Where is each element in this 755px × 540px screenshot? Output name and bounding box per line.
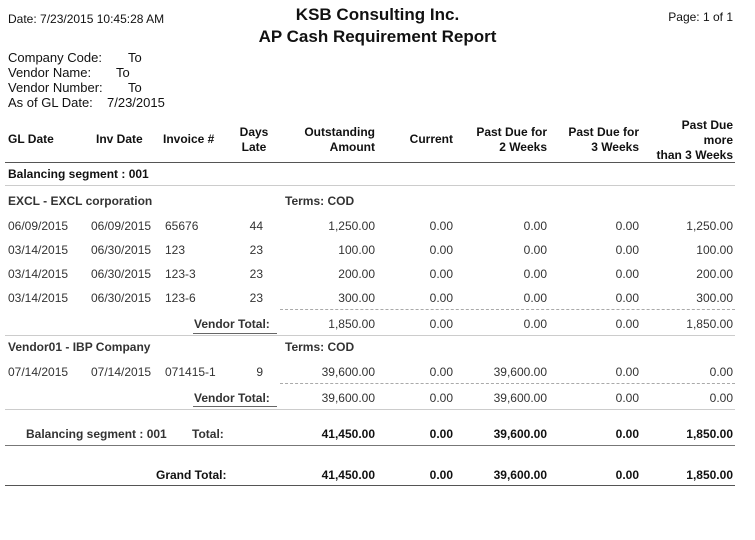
cell-more: 0.00 xyxy=(709,365,733,379)
grand-total-label: Grand Total: xyxy=(156,468,227,482)
vendor-total-outstanding: 39,600.00 xyxy=(321,391,375,405)
vendor-total-current: 0.00 xyxy=(429,391,453,405)
col-past-due-3w-line2: 3 Weeks xyxy=(591,140,639,154)
param-vendor-number-to: To xyxy=(128,80,142,95)
cell-past2: 0.00 xyxy=(523,267,547,281)
col-outstanding-line1: Outstanding xyxy=(304,125,375,139)
cell-invoice: 123 xyxy=(165,243,186,257)
col-days-late xyxy=(234,125,274,155)
param-as-of-label: As of GL Date: xyxy=(8,95,93,110)
col-past-due-3w-line1: Past Due for xyxy=(568,125,639,139)
grand-total-outstanding: 41,450.00 xyxy=(321,468,375,482)
vendor-total-past3: 0.00 xyxy=(615,391,639,405)
col-current: Current xyxy=(409,132,453,146)
vendor-name: Vendor01 - IBP Company xyxy=(8,340,151,354)
cell-outstanding: 200.00 xyxy=(338,267,375,281)
segment-total-past2: 39,600.00 xyxy=(493,427,547,441)
cell-outstanding: 100.00 xyxy=(338,243,375,257)
cell-invoice: 071415-1 xyxy=(165,365,216,379)
cell-days: 44 xyxy=(249,219,263,233)
cell-days: 23 xyxy=(249,267,263,281)
param-company-code-to: To xyxy=(128,50,142,65)
cell-inv-date: 06/30/2015 xyxy=(91,243,152,257)
cell-past2: 39,600.00 xyxy=(493,365,547,379)
vendor-total-past2: 39,600.00 xyxy=(493,391,547,405)
col-outstanding-line2: Amount xyxy=(329,140,375,154)
col-gl-date: GL Date xyxy=(8,132,54,146)
param-company-code-label: Company Code: xyxy=(8,50,102,65)
cell-gl-date: 03/14/2015 xyxy=(8,291,69,305)
cell-past3: 0.00 xyxy=(615,243,639,257)
vendor-terms: Terms: COD xyxy=(285,194,355,208)
cell-gl-date: 07/14/2015 xyxy=(8,365,69,379)
vendor-total-current: 0.00 xyxy=(429,317,453,331)
grand-total-past3: 0.00 xyxy=(615,468,639,482)
cell-past3: 0.00 xyxy=(615,267,639,281)
cell-inv-date: 06/30/2015 xyxy=(91,291,152,305)
report-date: Date: 7/23/2015 10:45:28 AM xyxy=(8,12,165,26)
page-indicator: Page: 1 of 1 xyxy=(668,10,733,24)
cell-inv-date: 06/09/2015 xyxy=(91,219,152,233)
col-past-due-2w-line2: 2 Weeks xyxy=(499,140,547,154)
grand-total-past2: 39,600.00 xyxy=(493,468,547,482)
cell-past2: 0.00 xyxy=(523,243,547,257)
cell-past3: 0.00 xyxy=(615,219,639,233)
cell-outstanding: 1,250.00 xyxy=(328,219,375,233)
cell-more: 1,250.00 xyxy=(686,219,733,233)
segment-total-word: Total: xyxy=(192,427,224,441)
cell-invoice: 123-3 xyxy=(165,267,196,281)
segment-divider xyxy=(5,185,735,186)
col-inv-date: Inv Date xyxy=(96,132,143,146)
param-vendor-name-to: To xyxy=(116,65,130,80)
cell-past3: 0.00 xyxy=(615,291,639,305)
segment-total-past3: 0.00 xyxy=(615,427,639,441)
vendor-total-more: 0.00 xyxy=(709,391,733,405)
param-vendor-name xyxy=(8,65,130,80)
cell-gl-date: 03/14/2015 xyxy=(8,267,69,281)
segment-total-outstanding: 41,450.00 xyxy=(321,427,375,441)
cell-past2: 0.00 xyxy=(523,219,547,233)
grand-total-more: 1,850.00 xyxy=(686,468,733,482)
cell-more: 200.00 xyxy=(696,267,733,281)
vendor-1-total-divider xyxy=(280,383,735,384)
cell-current: 0.00 xyxy=(429,267,453,281)
col-outstanding xyxy=(280,125,375,155)
cell-past3: 0.00 xyxy=(615,365,639,379)
cell-days: 23 xyxy=(249,291,263,305)
col-past-due-more-line3: than 3 Weeks xyxy=(656,148,733,162)
vendor-total-underline xyxy=(193,406,277,407)
vendor-terms: Terms: COD xyxy=(285,340,355,354)
cell-inv-date: 07/14/2015 xyxy=(91,365,152,379)
vendor-total-outstanding: 1,850.00 xyxy=(328,317,375,331)
vendor-total-label: Vendor Total: xyxy=(194,317,270,331)
col-past-due-more xyxy=(640,118,733,163)
cell-days: 9 xyxy=(256,365,263,379)
cell-current: 0.00 xyxy=(429,365,453,379)
vendor-total-label: Vendor Total: xyxy=(194,391,270,405)
cell-current: 0.00 xyxy=(429,219,453,233)
col-past-due-more-line1: Past Due xyxy=(681,118,733,132)
cell-invoice: 65676 xyxy=(165,219,199,233)
vendor-total-underline xyxy=(193,333,277,334)
col-past-due-more-line2: more xyxy=(703,133,733,147)
vendor-total-more: 1,850.00 xyxy=(686,317,733,331)
cell-more: 300.00 xyxy=(696,291,733,305)
vendor-name: EXCL - EXCL corporation xyxy=(8,194,153,208)
grand-total-divider xyxy=(5,485,735,486)
segment-total-more: 1,850.00 xyxy=(686,427,733,441)
cell-days: 23 xyxy=(249,243,263,257)
param-as-of-value: 7/23/2015 xyxy=(107,95,165,110)
company-name: KSB Consulting Inc. xyxy=(295,5,460,24)
vendor-total-past2: 0.00 xyxy=(523,317,547,331)
segment-total-label: Balancing segment : 001 xyxy=(26,427,167,441)
cell-invoice: 123-6 xyxy=(165,291,196,305)
vendor-0-end-divider xyxy=(5,335,735,336)
col-days-late-line2: Late xyxy=(241,140,267,154)
report-title: AP Cash Requirement Report xyxy=(258,27,497,46)
cell-inv-date: 06/30/2015 xyxy=(91,267,152,281)
param-vendor-name-label: Vendor Name: xyxy=(8,65,92,80)
grand-total-current: 0.00 xyxy=(429,468,453,482)
param-as-of-date xyxy=(8,95,165,110)
param-vendor-number-label: Vendor Number: xyxy=(8,80,103,95)
cell-past2: 0.00 xyxy=(523,291,547,305)
col-days-late-line1: Days xyxy=(239,125,269,139)
vendor-1-end-divider xyxy=(5,409,735,410)
col-past-due-2w xyxy=(460,125,547,155)
cell-outstanding: 300.00 xyxy=(338,291,375,305)
cell-current: 0.00 xyxy=(429,243,453,257)
vendor-0-total-divider xyxy=(280,309,735,310)
col-past-due-3w xyxy=(555,125,639,155)
header-divider xyxy=(5,162,735,163)
segment-total-current: 0.00 xyxy=(429,427,453,441)
segment-label: Balancing segment : 001 xyxy=(8,167,149,181)
param-vendor-number xyxy=(8,80,142,95)
cell-gl-date: 06/09/2015 xyxy=(8,219,69,233)
vendor-total-past3: 0.00 xyxy=(615,317,639,331)
segment-total-divider xyxy=(5,445,735,446)
cell-outstanding: 39,600.00 xyxy=(321,365,375,379)
cell-more: 100.00 xyxy=(696,243,733,257)
cell-current: 0.00 xyxy=(429,291,453,305)
param-company-code xyxy=(8,50,142,65)
col-invoice: Invoice # xyxy=(163,132,215,146)
col-past-due-2w-line1: Past Due for xyxy=(476,125,547,139)
cell-gl-date: 03/14/2015 xyxy=(8,243,69,257)
